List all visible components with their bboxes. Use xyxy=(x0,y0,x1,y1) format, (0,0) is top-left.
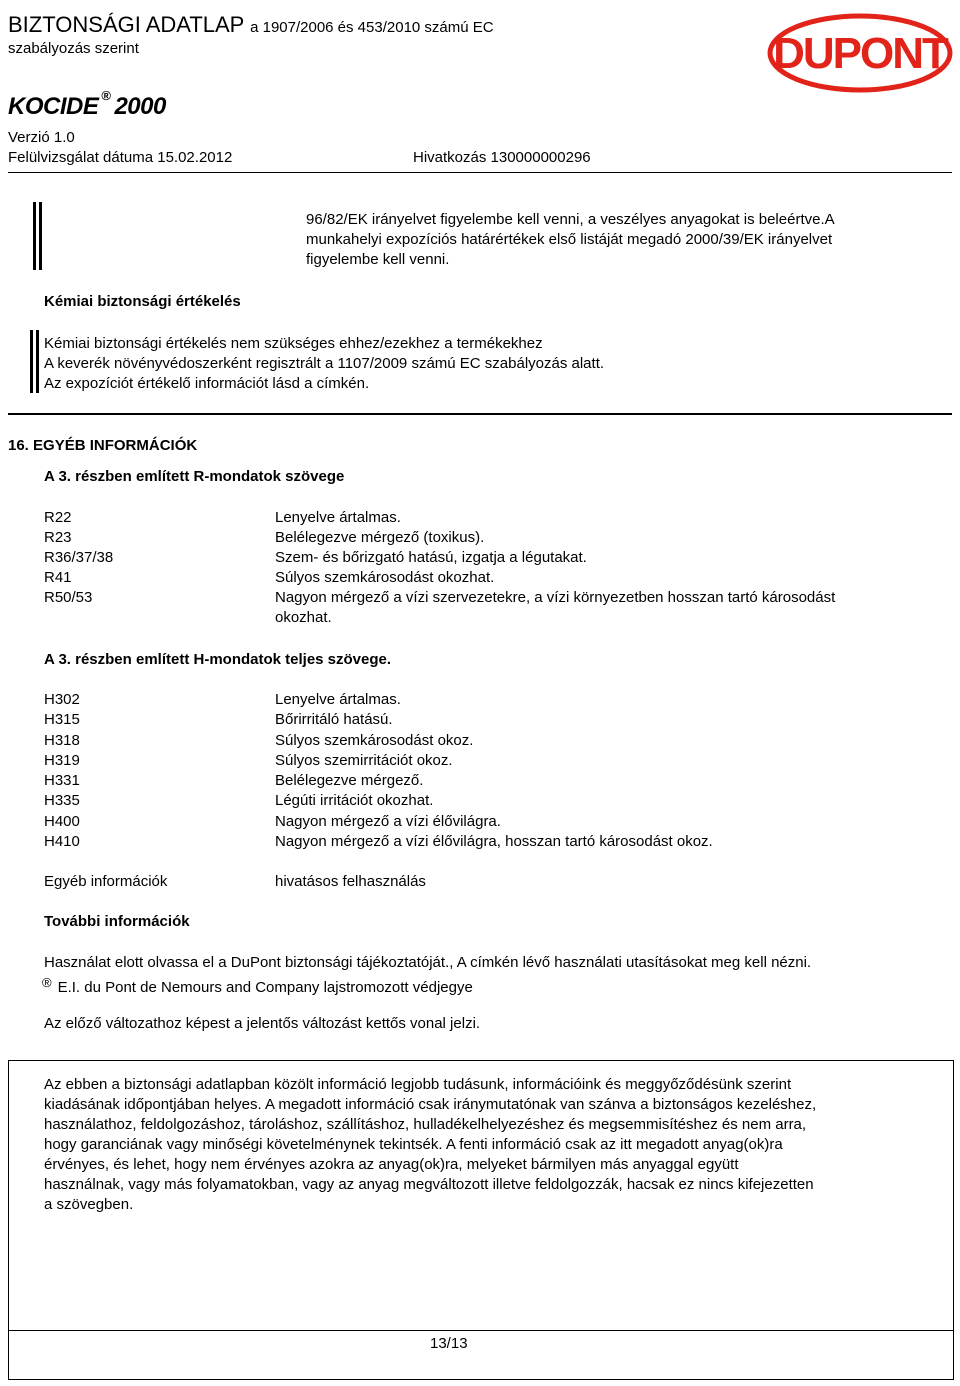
phrase-code: H400 xyxy=(44,812,80,830)
changes-note: Az előző változathoz képest a jelentős változást kettős vonal jelzi. xyxy=(44,1015,481,1032)
phrase-code: H302 xyxy=(44,691,80,708)
disclaimer-line: Az ebben a biztonsági adatlapban közölt információ legjobb tudásunk, információink és meggyőződésünk szerint xyxy=(44,1076,792,1093)
registered-mark: ® xyxy=(101,88,111,103)
registered-icon: ® xyxy=(42,975,52,990)
disclaimer-text xyxy=(44,1075,816,1215)
phrase-text: Lenyelve ártalmas. xyxy=(275,509,401,526)
chemical-safety-paragraph xyxy=(44,334,604,394)
exposure-paragraph xyxy=(306,210,946,270)
trademark-line xyxy=(44,973,473,998)
phrase-text: Nagyon mérgező a vízi élővilágra. xyxy=(275,812,501,830)
phrase-text: Belélegezve mérgező (toxikus). xyxy=(275,529,485,546)
phrase-text: Szem- és bőrizgató hatású, izgatja a légutakat. xyxy=(275,549,587,566)
page-number: 13/13 xyxy=(430,1335,468,1352)
chemical-safety-line: Kémiai biztonsági értékelés nem szükséges ehhez/ezekhez a termékekhez xyxy=(44,335,543,352)
logo-text: DUPONT xyxy=(773,29,947,78)
footer-divider xyxy=(8,1330,954,1331)
version: Verzió 1.0 xyxy=(8,129,75,146)
phrase-code: H319 xyxy=(44,751,80,769)
exposure-line: 96/82/EK irányelvet figyelembe kell venni, a veszélyes anyagokat is beleértve.A xyxy=(306,211,835,228)
phrase-text-continued: okozhat. xyxy=(275,609,332,626)
phrase-text: Súlyos szemirritációt okoz. xyxy=(275,751,453,769)
disclaimer-line: a szövegben. xyxy=(44,1196,134,1213)
dupont-logo xyxy=(766,12,954,94)
phrase-code: R23 xyxy=(44,529,72,546)
header-divider xyxy=(8,172,952,173)
r-phrases-heading: A 3. részben említett R-mondatok szövege xyxy=(44,468,345,485)
phrase-text: Bőrirritáló hatású. xyxy=(275,711,393,729)
section-16-heading: 16. EGYÉB INFORMÁCIÓK xyxy=(8,437,198,454)
phrase-code: H331 xyxy=(44,772,80,790)
change-bar xyxy=(33,202,36,270)
phrase-text: Belélegezve mérgező. xyxy=(275,772,424,790)
further-info-line: Használat elott olvassa el a DuPont biztonsági tájékoztatóját., A címkén lévő használati utasításokat meg kell nézni. xyxy=(44,954,812,971)
phrase-text: Súlyos szemkárosodást okozhat. xyxy=(275,569,495,586)
document-title xyxy=(8,12,494,41)
title-line2: szabályozás szerint xyxy=(8,40,139,57)
reference-number: Hivatkozás 130000000296 xyxy=(413,149,591,166)
product-number: 2000 xyxy=(114,93,166,120)
trademark-text: E.I. du Pont de Nemours and Company lajstromozott védjegye xyxy=(57,979,473,996)
chemical-safety-line: A keverék növényvédoszerként regisztrált a 1107/2009 számú EC szabályozás alatt. xyxy=(44,355,605,372)
further-info-heading: További információk xyxy=(44,913,190,930)
other-info-label: Egyéb információk xyxy=(44,873,168,890)
title-main: BIZTONSÁGI ADATLAP xyxy=(8,12,244,37)
phrase-code: R41 xyxy=(44,569,72,586)
disclaimer-line: használathoz, feldolgozáshoz, tároláshoz, szállításhoz, hulladékelhelyezéshez és megsemmisítéshez és nem arra, xyxy=(44,1116,807,1133)
chemical-safety-line: Az expozíciót értékelő információt lásd a címkén. xyxy=(44,375,370,392)
title-suffix: a 1907/2006 és 453/2010 számú EC xyxy=(250,19,494,36)
phrase-code: H318 xyxy=(44,731,80,749)
revision-date: Felülvizsgálat dátuma 15.02.2012 xyxy=(8,149,233,166)
phrase-code: R50/53 xyxy=(44,589,93,606)
section-divider xyxy=(8,413,952,415)
phrase-text: Nagyon mérgező a vízi szervezetekre, a vízi környezetben hosszan tartó károsodást xyxy=(275,589,836,606)
disclaimer-line: használnak, vagy más folyamatokban, vagy az anyag megváltozott illetve feldolgozzák, hacsak ez nincs kifejezetten xyxy=(44,1176,814,1193)
phrase-text: Légúti irritációt okozhat. xyxy=(275,792,434,810)
phrase-code: H335 xyxy=(44,792,80,810)
change-bar xyxy=(30,330,33,393)
phrase-text: Lenyelve ártalmas. xyxy=(275,691,401,708)
disclaimer-line: érvényes, és lehet, hogy nem érvényes azokra az anyag(ok)ra, melyeket bármilyen más anyaggal együtt xyxy=(44,1156,739,1173)
phrase-code: R36/37/38 xyxy=(44,549,114,566)
phrase-code: H315 xyxy=(44,711,80,729)
change-bar xyxy=(36,330,39,393)
phrase-text: Súlyos szemkárosodást okoz. xyxy=(275,731,474,749)
h-phrases-heading: A 3. részben említett H-mondatok teljes szövege. xyxy=(44,651,392,668)
change-bar xyxy=(39,202,42,270)
phrase-text: Nagyon mérgező a vízi élővilágra, hosszan tartó károsodást okoz. xyxy=(275,833,713,851)
product-name xyxy=(8,88,166,121)
exposure-line: figyelembe kell venni. xyxy=(306,251,450,268)
exposure-line: munkahelyi expozíciós határértékek első listáját megadó 2000/39/EK irányelvet xyxy=(306,231,833,248)
phrase-code: H410 xyxy=(44,833,80,851)
disclaimer-line: hogy garanciának vagy minőségi követelménynek tekintsék. A fenti információ csak az itt megadott anyag(ok)ra xyxy=(44,1136,783,1153)
chemical-safety-heading: Kémiai biztonsági értékelés xyxy=(44,293,241,310)
product-name-text: KOCIDE xyxy=(8,93,99,120)
phrase-code: R22 xyxy=(44,509,72,526)
disclaimer-line: kiadásának időpontjában helyes. A megadott információ csak iránymutatónak van szánva a biztonságos kezeléshez, xyxy=(44,1096,817,1113)
other-info-value: hivatásos felhasználás xyxy=(275,873,426,890)
